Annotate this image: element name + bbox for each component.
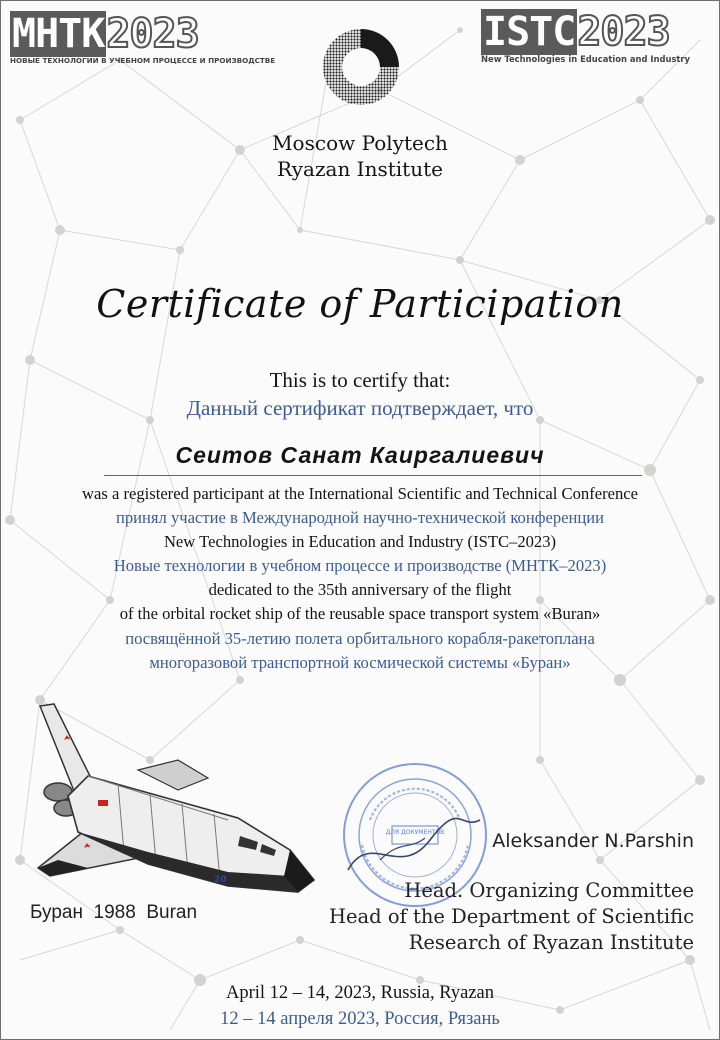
- organization-line-1: Moscow Polytech: [272, 131, 448, 155]
- logo-left-mark: МНТК: [12, 11, 105, 57]
- stamp-center-text: ДЛЯ ДОКУМЕНТОВ: [385, 829, 445, 836]
- organization-line-2: Ryazan Institute: [277, 157, 443, 181]
- event-date: [0, 980, 720, 1032]
- body-line: Новые технологии в учебном процессе и производстве (МНТК–2023): [113, 556, 607, 576]
- certify-english: This is to certify that:: [269, 368, 451, 392]
- buran-shuttle-icon: [28, 700, 324, 900]
- istc-2023-logo: [481, 9, 709, 68]
- signatory-name: Aleksander N.Parshin: [492, 830, 694, 852]
- position-line: Head. Organizing Committee: [404, 879, 694, 902]
- certify-russian: Данный сертификат подтверждает, что: [186, 396, 534, 420]
- organization-name: [0, 130, 720, 182]
- participation-text: [0, 482, 720, 675]
- polytech-ring-emblem-icon: [320, 26, 402, 108]
- logo-left-subtitle: НОВЫЕ ТЕХНОЛОГИИ В УЧЕБНОМ ПРОЦЕССЕ И ПРОИЗВОДСТВЕ: [10, 56, 276, 65]
- logo-right-mark: ISTC: [483, 9, 576, 55]
- mntk-2023-logo: [10, 11, 276, 70]
- date-russian: 12 – 14 апреля 2023, Россия, Рязань: [220, 1009, 500, 1029]
- shuttle-tail-number: 20: [214, 875, 227, 885]
- recipient-name: Сеитов Санат Каиргалиевич: [175, 442, 545, 468]
- date-english: April 12 – 14, 2023, Russia, Ryazan: [226, 983, 494, 1003]
- certificate-title: Certificate of Participation: [96, 282, 624, 326]
- signatory-position: [329, 878, 694, 956]
- body-line: of the orbital rocket ship of the reusable space transport system «Buran»: [119, 604, 601, 624]
- body-line: was a registered participant at the International Scientific and Technical Conference: [81, 484, 639, 503]
- logo-left-year: 2023: [106, 11, 199, 57]
- body-line: dedicated to the 35th anniversary of the flight: [208, 580, 512, 600]
- position-line: Research of Ryazan Institute: [408, 931, 694, 954]
- shuttle-caption: Буран 1988 Buran: [30, 902, 198, 923]
- recipient-underline: [104, 475, 642, 476]
- logo-right-subtitle: New Technologies in Education and Industry: [481, 54, 691, 64]
- body-line: посвящённой 35-летию полета орбитального корабля-ракетоплана: [125, 628, 595, 648]
- body-line: New Technologies in Education and Industry (ISTC–2023): [163, 532, 557, 552]
- certify-statement: [0, 366, 720, 422]
- position-line: Head of the Department of Scientific: [329, 905, 694, 928]
- logo-right-year: 2023: [577, 9, 670, 55]
- body-line: многоразовой транспортной космической системы «Буран»: [149, 652, 571, 672]
- body-line: принял участие в Международной научно-технической конференции: [115, 508, 605, 528]
